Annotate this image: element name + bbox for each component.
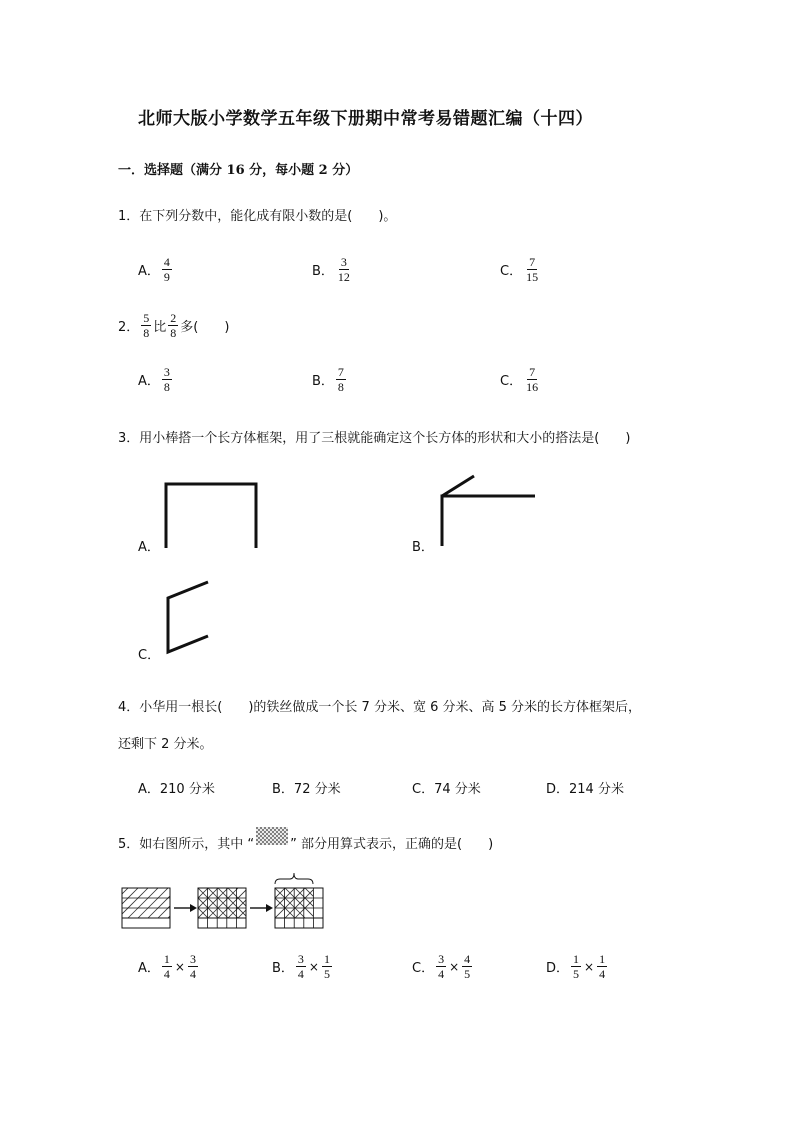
- q2-option-a[interactable]: [138, 366, 174, 393]
- q5-option-b[interactable]: [272, 953, 334, 980]
- fraction: [336, 256, 352, 283]
- denominator: 12: [337, 270, 350, 284]
- diagram-box-2: [168, 878, 278, 928]
- option-label: B．: [312, 374, 334, 389]
- q3-option-c-label: C．: [138, 648, 161, 663]
- option-label: D．: [546, 961, 570, 976]
- q3-figure-b[interactable]: [436, 470, 540, 548]
- q2-option-c[interactable]: [500, 366, 542, 393]
- arrow-icon: [174, 904, 197, 912]
- numerator: 1: [323, 952, 330, 966]
- numerator: 4: [464, 952, 471, 966]
- option-label: A．: [138, 961, 160, 976]
- numerator: 1: [163, 952, 170, 966]
- question-5-stem: [118, 832, 493, 852]
- q1-option-b[interactable]: [312, 256, 354, 283]
- denominator: 8: [337, 380, 344, 394]
- q3-option-b-label: B．: [412, 540, 434, 555]
- numerator: 3: [438, 952, 445, 966]
- fraction: [141, 312, 151, 339]
- denominator: 8: [163, 380, 170, 394]
- stem-text: 比: [153, 320, 167, 335]
- diagram-box-3: [255, 873, 334, 928]
- section-heading: 一．选择题（满分 16 分，每小题 2 分）: [118, 163, 359, 178]
- q5-option-d[interactable]: [546, 953, 609, 980]
- numerator: 3: [189, 952, 196, 966]
- multiply-sign: ×: [584, 959, 595, 974]
- option-label: C．: [500, 374, 523, 389]
- numerator: 7: [337, 365, 344, 379]
- question-number: 2．: [118, 320, 140, 335]
- q1-option-c[interactable]: [500, 256, 542, 283]
- denominator: 4: [438, 967, 445, 981]
- fraction: [597, 953, 607, 980]
- denominator: 4: [297, 967, 304, 981]
- denominator: 4: [189, 967, 196, 981]
- denominator: 4: [163, 967, 170, 981]
- question-4-stem-line-1: 4．小华用一根长( )的铁丝做成一个长 7 分米、宽 6 分米、高 5 分米的长方体框架后，: [118, 700, 642, 715]
- numerator: 1: [599, 952, 606, 966]
- numerator: 3: [297, 952, 304, 966]
- fraction: [571, 953, 581, 980]
- question-4-stem-line-2: 还剩下 2 分米。: [118, 737, 213, 752]
- option-label: C．: [500, 264, 523, 279]
- page-title: 北师大版小学数学五年级下册期中常考易错题汇编（十四）: [138, 109, 593, 129]
- multiply-sign: ×: [449, 959, 460, 974]
- denominator: 5: [464, 967, 471, 981]
- q5-option-a[interactable]: [138, 953, 200, 980]
- option-label: A．: [138, 264, 160, 279]
- option-label: B．: [312, 264, 334, 279]
- fraction: [296, 953, 306, 980]
- q1-option-a[interactable]: [138, 256, 174, 283]
- q3-option-a-label: A．: [138, 540, 160, 555]
- fraction: [322, 953, 332, 980]
- q5-rectangle-diagram: [118, 868, 334, 932]
- fraction: [162, 366, 172, 393]
- multiply-sign: ×: [174, 959, 185, 974]
- fraction: [188, 953, 198, 980]
- q5-option-c[interactable]: [412, 953, 474, 980]
- numerator: 7: [529, 365, 536, 379]
- multiply-sign: ×: [308, 959, 319, 974]
- q3-figure-a[interactable]: [160, 478, 264, 550]
- q2-option-b[interactable]: [312, 366, 348, 393]
- question-1-stem: 1．在下列分数中，能化成有限小数的是( )。: [118, 209, 397, 224]
- fraction: [162, 256, 172, 283]
- fraction: [336, 366, 346, 393]
- numerator: 1: [573, 952, 580, 966]
- numerator: 3: [163, 365, 170, 379]
- option-label: C．: [412, 961, 435, 976]
- denominator: 16: [526, 380, 539, 394]
- question-3-stem: 3．用小棒搭一个长方体框架，用了三根就能确定这个长方体的形状和大小的搭法是( ): [118, 431, 631, 446]
- denominator: 8: [170, 326, 177, 340]
- q4-option-b[interactable]: B．72 分米: [272, 782, 341, 797]
- stem-text: 多( ): [180, 320, 230, 335]
- stem-text: 5．如右图所示，其中 “: [118, 836, 255, 852]
- fraction: [436, 953, 446, 980]
- stem-text: ” 部分用算式表示，正确的是( ): [290, 836, 494, 852]
- crosshatch-swatch-icon: [255, 826, 289, 846]
- fraction: [162, 953, 172, 980]
- option-label: B．: [272, 961, 294, 976]
- numerator: 4: [163, 255, 170, 269]
- q4-option-c[interactable]: C．74 分米: [412, 782, 481, 797]
- numerator: 2: [170, 311, 177, 325]
- arrow-icon: [250, 904, 273, 912]
- denominator: 5: [323, 967, 330, 981]
- fraction: [462, 953, 472, 980]
- denominator: 8: [143, 326, 150, 340]
- fraction: [524, 256, 540, 283]
- denominator: 9: [163, 270, 170, 284]
- question-2-stem: [118, 312, 229, 339]
- option-label: A．: [138, 374, 160, 389]
- numerator: 3: [340, 255, 347, 269]
- fraction: [168, 312, 178, 339]
- numerator: 7: [529, 255, 536, 269]
- fraction: [524, 366, 540, 393]
- numerator: 5: [143, 311, 150, 325]
- diagram-box-1: [118, 878, 208, 928]
- q3-figure-c[interactable]: [162, 578, 216, 658]
- denominator: 5: [573, 967, 580, 981]
- denominator: 4: [599, 967, 606, 981]
- q4-option-d[interactable]: D．214 分米: [546, 782, 624, 797]
- denominator: 15: [526, 270, 539, 284]
- q4-option-a[interactable]: A．210 分米: [138, 782, 215, 797]
